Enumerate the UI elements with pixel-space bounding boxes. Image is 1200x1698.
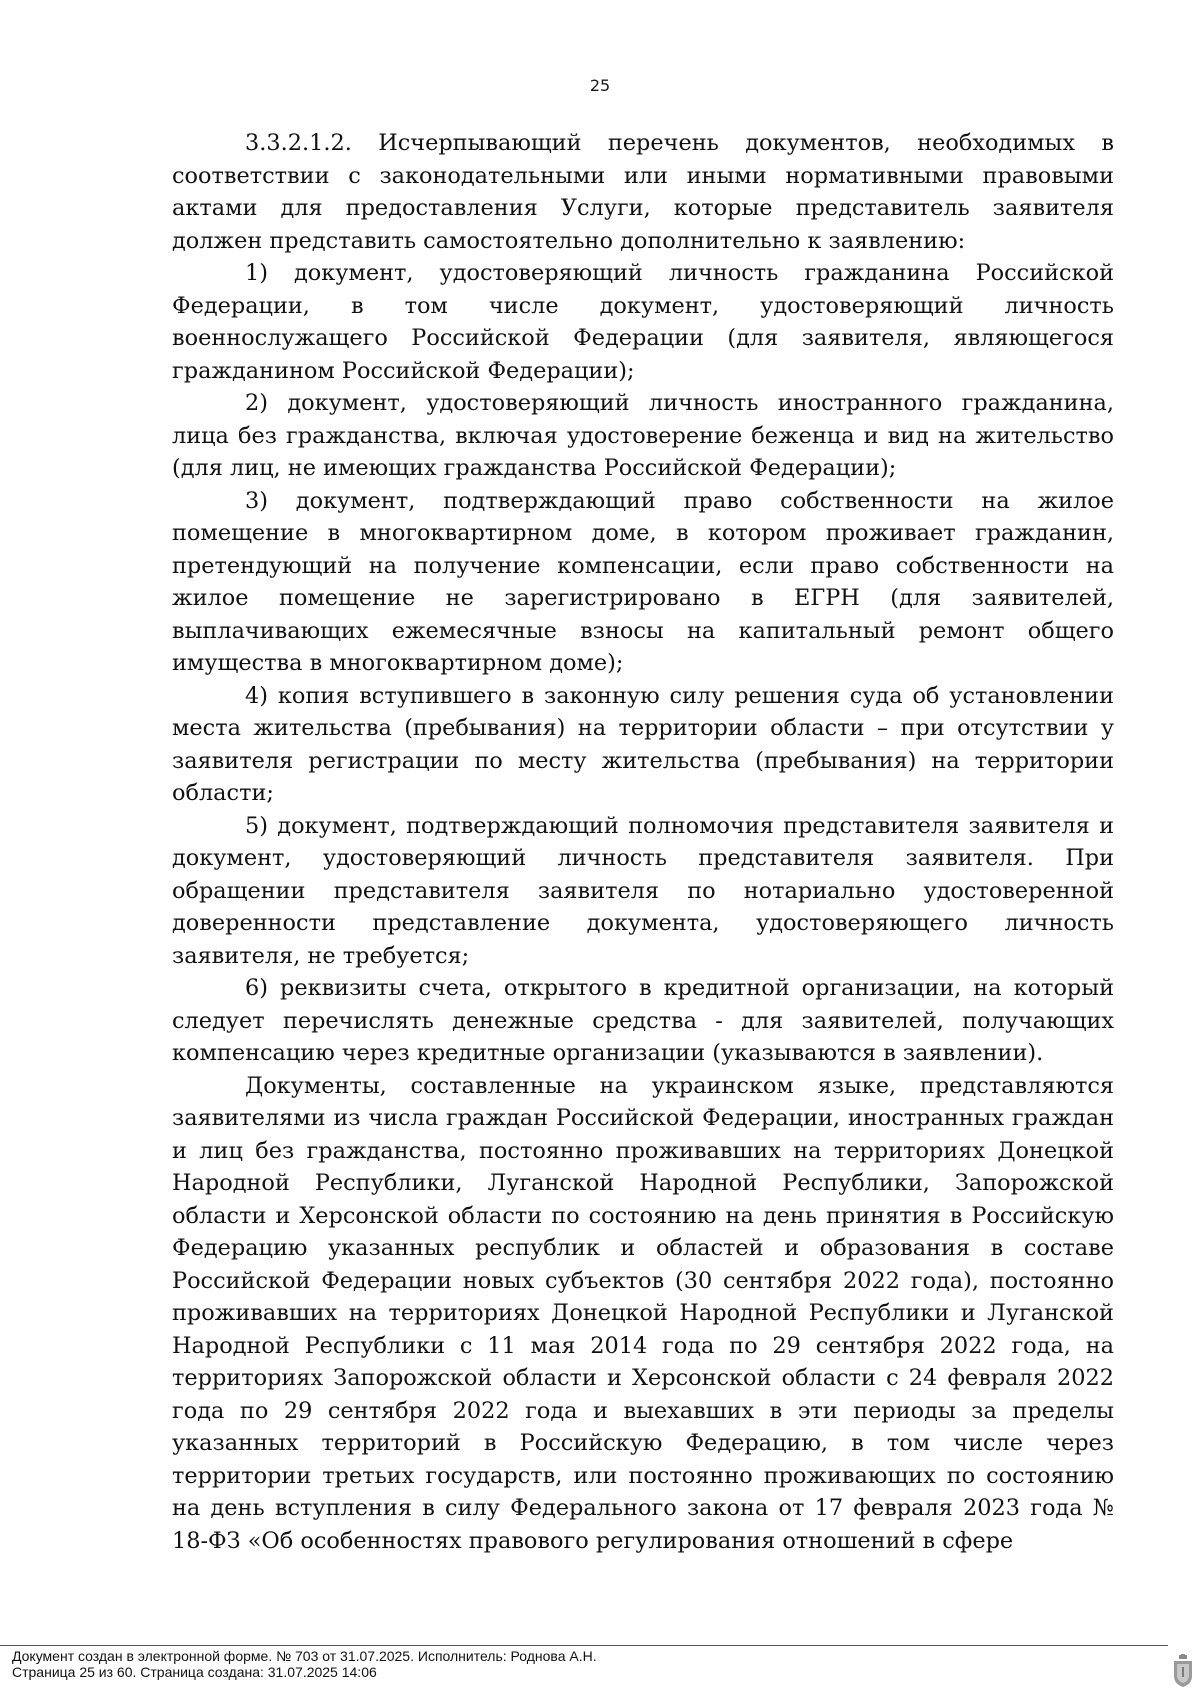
document-footer xyxy=(12,1649,597,1680)
footer-line-document-info: Документ создан в электронной форме. № 703 от 31.07.2025. Исполнитель: Роднова А.Н. xyxy=(12,1648,597,1664)
footer-divider xyxy=(0,1645,1168,1646)
paragraph-section-3-3-2-1-2: 3.3.2.1.2. Исчерпывающий перечень документов, необходимых в соответствии с законодательными или иными нормативными правовыми актами для предоставления Услуги, которые представитель заявителя должен представить самостоятельно дополнительно к заявлению: xyxy=(172,130,1114,254)
list-item-4: 4) копия вступившего в законную силу решения суда об установлении места жительства (пребывания) на территории области – при отсутствии у заявителя регистрации по месту жительства (пребывания) на территории области; xyxy=(172,682,1114,806)
list-item-3: 3) документ, подтверждающий право собственности на жилое помещение в многоквартирном доме, в котором проживает гражданин, претендующий на получение компенсации, если право собственности на жилое помещение не зарегистрировано в ЕГРН (для заявителей, выплачивающих ежемесячные взносы на капитальный ремонт общего имущества в многоквартирном доме); xyxy=(172,487,1114,676)
document-body xyxy=(172,127,1114,1557)
footer-line-page-info: Страница 25 из 60. Страница создана: 31.07.2025 14:06 xyxy=(12,1663,377,1680)
list-item-1: 1) документ, удостоверяющий личность гражданина Российской Федерации, в том числе документ, удостоверяющий личность военнослужащего Российской Федерации (для заявителя, являющегося гражданином Российской Федерации); xyxy=(172,260,1114,384)
paragraph-ukrainian-documents: Документы, составленные на украинском языке, представляются заявителями из числа граждан Российской Федерации, иностранных граждан и лиц без гражданства, постоянно проживавших на территориях Донецкой Народной Республики, Луганской Народной Республики, Запорожской области и Херсонской области по состоянию на день принятия в Российскую Федерацию указанных республик и областей и образования в составе Российской Федерации новых субъектов (30 сентября 2022 года), постоянно проживавших на территориях Донецкой Народной Республики и Луганской Народной Республики с 11 мая 2014 года по 29 сентября 2022 года, на территориях Запорожской области и Херсонской области с 24 февраля 2022 года по 29 сентября 2022 года и выехавших в эти периоды за пределы указанных территорий в Российскую Федерацию, в том числе через территории третьих государств, или постоянно проживающих по состоянию на день вступления в силу Федерального закона от 17 февраля 2023 года № 18-ФЗ «Об особенностях правового регулирования отношений в сфере xyxy=(172,1072,1114,1554)
list-item-5: 5) документ, подтверждающий полномочия представителя заявителя и документ, удостоверяющий личность представителя заявителя. При обращении представителя заявителя по нотариально удостоверенной доверенности представление документа, удостоверяющего личность заявителя, не требуется; xyxy=(172,812,1114,969)
list-item-6: 6) реквизиты счета, открытого в кредитной организации, на который следует перечислять денежные средства - для заявителей, получающих компенсацию через кредитные организации (указываются в заявлении). xyxy=(172,975,1114,1066)
list-item-2: 2) документ, удостоверяющий личность иностранного гражданина, лица без гражданства, включая удостоверение беженца и вид на жительство (для лиц, не имеющих гражданства Российской Федерации); xyxy=(172,390,1114,481)
page-number: 25 xyxy=(589,76,611,95)
coat-of-arms-icon xyxy=(1172,1654,1194,1688)
